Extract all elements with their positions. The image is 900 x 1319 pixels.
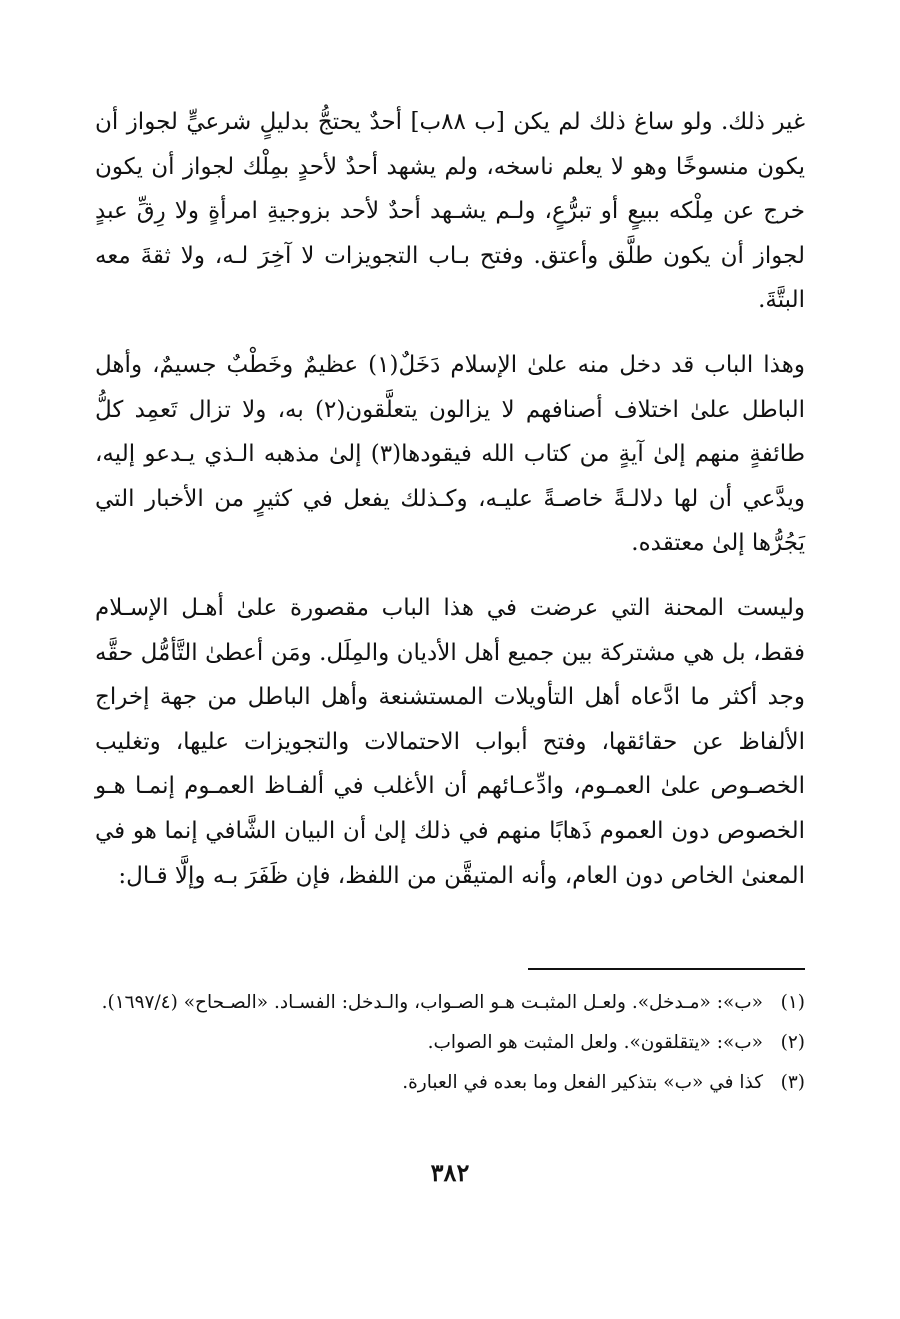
footnote-2 — [95, 1025, 805, 1061]
page-number: ٣٨٢ — [430, 1158, 470, 1187]
footnote-3 — [95, 1065, 805, 1101]
paragraph-3: وليست المحنة التي عرضت في هذا الباب مقصورة علىٰ أهـل الإسـلام فقط، بل هي مشتركة بين جميع أهل الأديان والمِلَل. ومَن أعطىٰ التَّأمُّل حقَّه وجد أكثر ما ادَّعاه أهل التأويلات المستشنعة وأهل الباطل من جهة إخراج الألفاظ عن حقائقها، وفتح أبواب الاحتمالات والتجويزات عليها، وتغليب الخصـوص علىٰ العمـوم، وادِّعـائهم أن الأغلب في ألفـاظ العمـوم إنمـا هـو الخصوص دون العموم ذَهابًا منهم في ذلك إلىٰ أن البيان الشَّافي إنما هو في المعنىٰ الخاص دون العام، وأنه المتيقَّن من اللفظ، فإن ظَفَرَ بـه وإلَّا قـال: — [95, 594, 805, 889]
footnote-number: (١) — [780, 992, 805, 1013]
paragraph-1: غير ذلك. ولو ساغ ذلك لم يكن [ب ٨٨ب] أحدٌ يحتجُّ بدليلٍ شرعيٍّ لجواز أن يكون منسوخًا وهو لا يعلم ناسخه، ولم يشهد أحدٌ لأحدٍ بمِلْك لجواز أن يكون خرج عن مِلْكه ببيعٍ أو تبرُّعٍ، ولـم يشـهد أحدٌ لأحد بزوجيةِ امرأةٍ ولا رِقِّ عبدٍ لجواز أن يكون طلَّق وأعتق. وفتح بـاب التجويزات لا آخِرَ لـه، ولا ثقةَ معه البتَّةَ. — [95, 109, 806, 314]
footnote-1 — [95, 985, 805, 1021]
footnote-number: (٢) — [780, 1032, 805, 1053]
footnote-number: (٣) — [780, 1072, 805, 1093]
main-text — [95, 100, 805, 898]
footnotes — [95, 985, 805, 1105]
footnote-text: كذا في «ب» بتذكير الفعل وما بعده في العبارة. — [402, 1072, 763, 1093]
footnote-divider — [528, 968, 805, 970]
paragraph-2: وهذا الباب قد دخل منه علىٰ الإسلام دَخَلٌ(١) عظيمٌ وخَطْبٌ جسيمٌ، وأهل الباطل علىٰ اختلاف أصنافهم لا يزالون يتعلَّقون(٢) به، ولا تزال تَعمِد كلُّ طائفةٍ منهم إلىٰ آيةٍ من كتاب الله فيقودها(٣) إلىٰ مذهبه الـذي يـدعو إليه، ويدَّعي أن لها دلالـةً خاصـةً عليـه، وكـذلك يفعل في كثيرٍ من الأخبار التي يَجُرُّها إلىٰ معتقده. — [95, 351, 806, 557]
footnote-text: «ب»: «يتقلقون». ولعل المثبت هو الصواب. — [427, 1032, 763, 1053]
footnote-text: «ب»: «مـدخل». ولعـل المثبـت هـو الصـواب، والـدخل: الفسـاد. «الصـحاح» (١٦٩٧/٤). — [101, 992, 763, 1013]
